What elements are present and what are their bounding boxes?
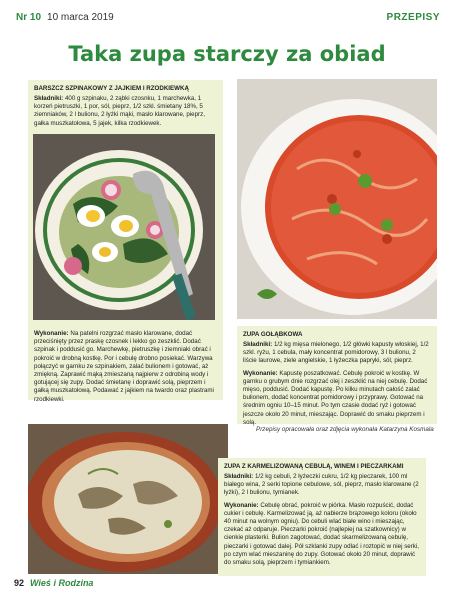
recipe-method: Wykonanie: Cebulę obrać, pokroić w piórka. Masło rozpuścić, dodać cukier i cebulę. Karmelizować ją, aż nabierze brązowego koloru (około 40 minut na wolnym ogniu). Do cebuli wlać białe wino i mieszając, czekać aż odparuje. Pieczarki pokroić (najlepiej na szatkownicy) w cienkie plasterki. Bulion zagotować, dodać skarmelizowaną cebulę, pieczarki i gotować dalej. Pół szklanki zupy odlać i roztopić w niej serki, po czym wlać mieszaninę do zupy. Gotować około 20 minut, doprawić do smaku solą, pieprzem i tymiankiem.: [224, 501, 419, 567]
recipe-card-cabbage: [237, 326, 437, 424]
issue-info: [16, 12, 114, 23]
recipe-method: Wykonanie: Na patelni rozgrzać masło klarowane, dodać przeciśnięty przez praskę czosnek i lekko go zeszklić. Dodać szpinak i poddusić go. Marchewkę, pietruszkę i ziemniaki obrać i pokroić w drobną kostkę. Por i cebulę drobno posiekać. Warzywa połączyć w garnku ze szpinakiem, zalać bulionem i gotować, aż zmiękną. Zaprawić mąką zmieszaną najpierw z odrobiną wody i gotującej się zupy. Dodać śmietanę i doprawić solą, pieprzem i gałką muszkatołową. Podawać z jajkiem na twardo oraz plastrami rzodkiewki.: [34, 330, 214, 403]
photo-onion-soup: [28, 424, 228, 574]
photo-spinach-soup: [33, 134, 215, 320]
recipe-ingredients: Składniki: 1/2 kg cebuli, 2 łyżeczki cukru, 1/2 kg pieczarek, 100 ml białego wina, 2 serki topione cebulowe, sól, pieprz, masło klarowane (2 łyżki), 2 l bulionu, tymianek.: [224, 473, 419, 497]
recipe-title: ZUPA GOŁĄBKOWA: [243, 331, 303, 338]
page-number: 92: [14, 578, 25, 588]
photo-credit: Przepisy opracowała oraz zdjęcia wykonała Katarzyna Kosmala: [256, 426, 434, 433]
recipe-ingredients: Składniki: 400 g szpinaku, 2 ząbki czosnku, 1 marchewka, 1 korzeń pietruszki, 1 por, sól, pieprz, 1/2 szkl. śmietany 18%, 5 ziemniaków, 2 l bulionu, 2 łyżki mąki, masło klarowane, pieprz, gałka muszkatołowa, 5 jajek, kilka rzodkiewek.: [34, 95, 205, 127]
recipe-title: BARSZCZ SZPINAKOWY Z JAJKIEM I RZODKIEWKĄ: [34, 85, 189, 92]
page-title: Taka zupa starczy za obiad: [68, 42, 386, 66]
recipe-card-onion: [218, 458, 426, 576]
section-label: PRZEPISY: [386, 12, 440, 23]
page-header: [0, 0, 454, 40]
page-footer: [14, 578, 93, 588]
photo-cabbage-soup: [237, 79, 437, 319]
recipe-method: Wykonanie: Kapustę poszatkować. Cebulę pokroić w kostkę. W garnku o grubym dnie rozgrzać olej i zeszklić na niej cebulę. Dodać mięso, poddusić. Dodać kapustę. Po kilku minutach całość zalać bulionem, dodać koncentrat pomidorowy i przyprawy. Gotować na średnim ogniu 10–15 minut. Po tym czasie dodać ryż i gotować jeszcze około 20 minut, mieszając. Doprawić do smaku pieprzem i solą.: [243, 369, 428, 426]
recipe-ingredients: Składniki: 1/2 kg mięsa mielonego, 1/2 główki kapusty włoskiej, 1/2 szkl. ryżu, 1 cebula, mały koncentrat pomidorowy, 3 l bulionu, 2 liście laurowe, ziele angielskie, 1 łyżeczka papryki, sól, pieprz.: [243, 341, 429, 365]
magazine-name: Wieś i Rodzina: [30, 578, 94, 588]
issue-number: Nr 10: [16, 12, 42, 23]
recipe-title: ZUPA Z KARMELIZOWANĄ CEBULĄ, WINEM I PIECZARKAMI: [224, 463, 404, 470]
issue-date: 10 marca 2019: [47, 12, 114, 23]
